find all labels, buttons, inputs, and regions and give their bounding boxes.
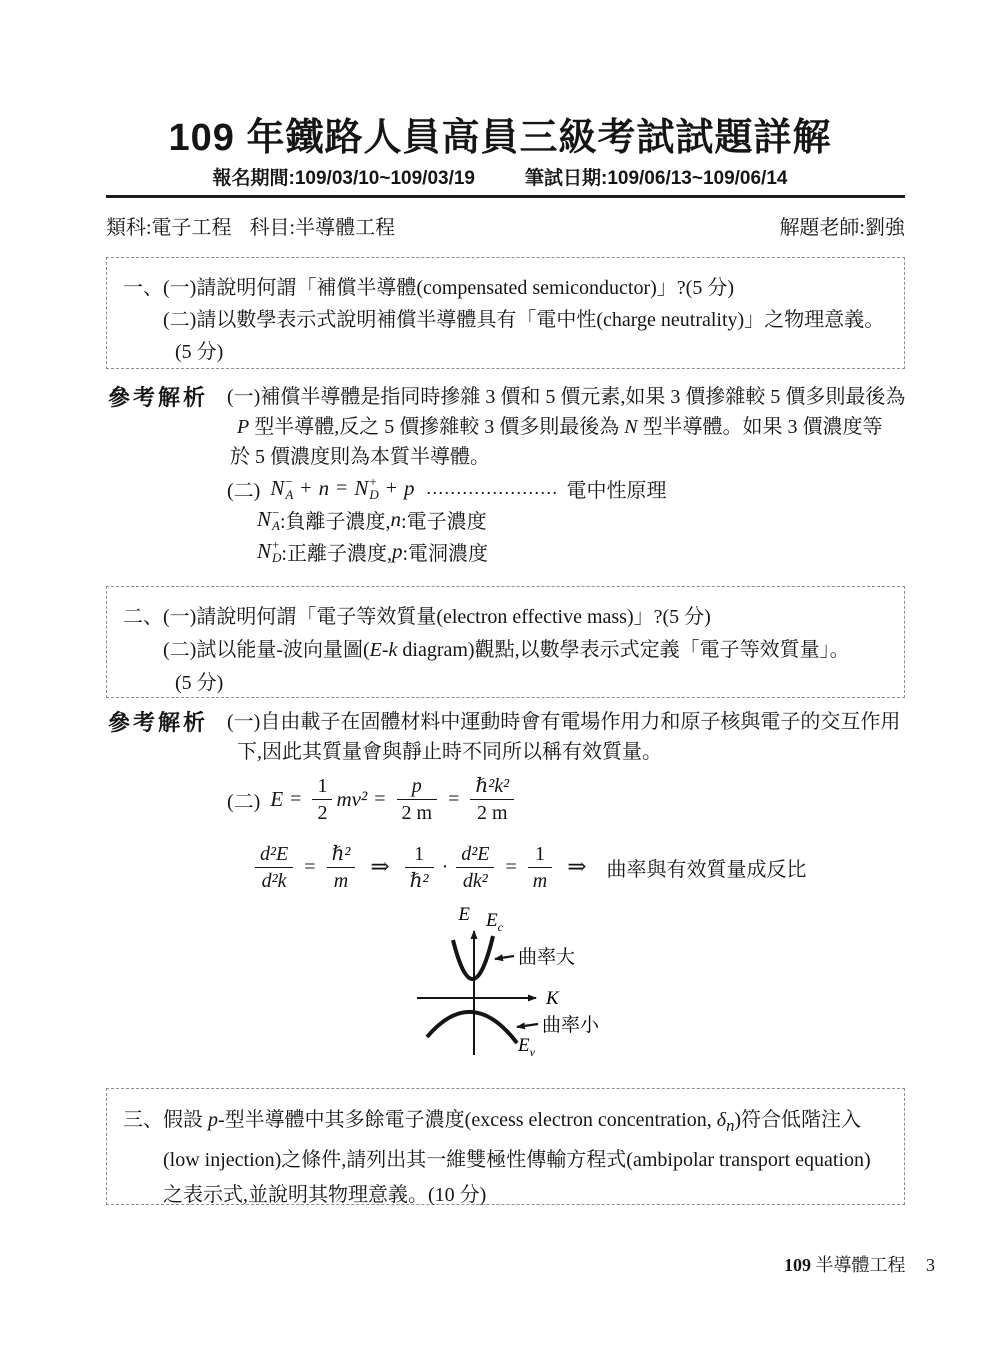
subscript-A: A: [272, 518, 280, 533]
denominator: m: [528, 867, 552, 892]
equals-operator: =: [336, 476, 348, 499]
page-footer: [784, 1251, 935, 1277]
conduction-band-symbol: E: [486, 910, 498, 931]
item-marker: (二): [227, 479, 261, 502]
var-N: N: [624, 416, 638, 438]
valence-band-curve: [427, 1012, 517, 1043]
analysis-1-text: [227, 382, 917, 472]
category-subject: [106, 211, 395, 240]
supsub-NA: [272, 506, 280, 532]
energy-axis-label: E: [458, 904, 470, 925]
supsub-ND: [369, 475, 378, 501]
question-2-line-2-text-b: diagram)觀點,以數學表示式定義「電子等效質量」。: [397, 639, 850, 661]
multiply-dot: ·: [441, 855, 449, 878]
numerator: p: [411, 774, 422, 797]
numerator: ℏ²: [331, 842, 351, 865]
question-1-line-2: (二)請以數學表示式說明補償半導體具有「電中性(charge neutrality)」之物理意義。: [163, 309, 885, 331]
valence-band-symbol: E: [518, 1035, 530, 1056]
question-3-line-2: (low injection)之條件,請列出其一維雙極性傳輸方程式(ambipolar transport equation): [163, 1149, 871, 1171]
fraction-half: [312, 775, 332, 824]
var-ND: N: [257, 538, 272, 563]
analysis-1-line-2-text-a: 型半導體,反之 5 價摻雜較 3 價多則最後為: [249, 416, 625, 438]
denominator: 2: [312, 799, 332, 824]
curvature-conclusion: 曲率與有效質量成反比: [606, 858, 807, 881]
question-2-line-2: [163, 634, 888, 667]
superscript-plus: +: [369, 474, 377, 489]
question-3-line-3: 之表示式,並說明其物理意義。(10 分): [163, 1184, 487, 1206]
exam-dates-row: [0, 163, 1000, 190]
var-ND: N: [354, 475, 369, 500]
equals-operator-2: =: [374, 787, 386, 810]
analysis-2-text: [227, 707, 917, 767]
large-curvature-arrow: [495, 956, 514, 959]
superscript-minus: −: [285, 474, 293, 489]
var-n: n: [318, 475, 330, 500]
plus-operator-2: +: [385, 476, 398, 499]
equals-operator: =: [304, 855, 316, 878]
supsub-ND: [272, 538, 281, 564]
small-curvature-arrow: [517, 1024, 538, 1027]
implies-arrow-2: ⇒: [567, 854, 587, 879]
var-p: p: [404, 475, 415, 500]
question-3-line-1-text-c: )符合低階注入: [734, 1109, 862, 1131]
analysis-1-line-3: 於 5 價濃度則為本質半導體。: [230, 446, 490, 468]
definition-NA-text: :負離子濃度,: [279, 510, 391, 533]
question-3-line-1: [123, 1103, 888, 1143]
definition-p-text: :電洞濃度: [402, 542, 489, 565]
ek-band-diagram: [400, 900, 610, 1062]
fraction-d2E-dk2: [456, 843, 494, 892]
valence-band-label: [517, 1035, 536, 1059]
question-2-line-3: (5 分): [175, 672, 224, 694]
category-label: 類科:電子工程: [106, 217, 232, 239]
analysis-2-line-2: 下,因此其質量會與靜止時不同所以稱有效質量。: [237, 741, 662, 763]
meta-row: [106, 211, 905, 240]
written-exam-date: 筆試日期:109/06/13~109/06/14: [525, 168, 788, 189]
question-3-line-1-text-a: 三、假設: [123, 1109, 208, 1131]
fraction-1-m: [528, 843, 552, 892]
var-E: E: [270, 786, 284, 811]
conduction-band-subscript: c: [497, 920, 503, 934]
numerator: 1: [317, 774, 328, 797]
question-2-line-1: 二、(一)請說明何謂「電子等效質量(electron effective mass)」?(5 分): [123, 606, 711, 628]
superscript-minus: −: [272, 505, 280, 520]
analysis-2-label: 參考解析: [108, 710, 209, 735]
var-P: P: [237, 416, 250, 438]
curvature-formula: [251, 836, 806, 898]
denominator: 2 m: [470, 799, 514, 824]
footer-subject: 半導體工程: [815, 1255, 906, 1275]
definition-ND-text: :正離子濃度,: [281, 542, 392, 565]
denominator: ℏ²: [405, 867, 434, 892]
numerator: ℏ²k²: [475, 774, 510, 797]
question-1-line-3: (5 分): [175, 341, 224, 363]
subscript-D: D: [369, 487, 379, 502]
k-axis-label: K: [546, 988, 559, 1009]
subscript-A: A: [285, 487, 294, 502]
analysis-1-line-2-text-b: 型半導體。如果 3 價濃度等: [637, 416, 883, 438]
equals-operator-3: =: [448, 787, 460, 810]
var-Ek: E-k: [369, 639, 398, 661]
page-title: 109 年鐵路人員高員三級考試試題詳解: [168, 117, 832, 159]
analysis-2-line-1: (一)自由載子在固體材料中運動時會有電場作用力和原子核與電子的交互作用: [227, 711, 901, 733]
var-n: n: [390, 506, 402, 531]
var-NA: N: [257, 506, 272, 531]
var-p: p: [391, 538, 403, 563]
question-1-line-1: 一、(一)請說明何謂「補償半導體(compensated semiconductor)」?(5 分): [123, 277, 734, 299]
equals-operator-2: =: [505, 855, 517, 878]
footer-page-number: 3: [926, 1255, 935, 1275]
small-curvature-label: 曲率小: [542, 1015, 600, 1036]
implies-arrow: ⇒: [370, 854, 390, 879]
definition-n-text: :電子濃度: [401, 510, 487, 533]
question-2-box: [106, 586, 905, 698]
definition-ND: [257, 534, 488, 568]
question-2-line-2-text-a: (二)試以能量-波向量圖(: [163, 639, 370, 661]
neutrality-caption: 電中性原理: [566, 479, 667, 502]
fraction-hk-2m: [470, 775, 514, 824]
fraction-h2-m: [327, 843, 356, 892]
denominator: 2 m: [397, 799, 438, 824]
footer-year: 109: [784, 1255, 811, 1275]
question-3-box: [106, 1088, 905, 1205]
plus-operator: +: [300, 476, 312, 499]
equals-operator: =: [290, 787, 302, 810]
subject-label: 科目:半導體工程: [249, 217, 396, 239]
analysis-1-line-1: (一)補償半導體是指同時摻雜 3 價和 5 價元素,如果 3 價摻雜較 5 價多則最後為: [227, 386, 906, 408]
fraction-d2E-d2k: [255, 843, 293, 892]
definition-NA: [257, 502, 487, 536]
var-mv2: mv²: [336, 786, 368, 811]
var-NA: N: [270, 475, 285, 500]
conduction-band-label: [485, 910, 504, 934]
subscript-D: D: [272, 550, 282, 565]
analysis-1-line-2: [237, 412, 917, 442]
solver-label: 解題老師:劉強: [779, 217, 905, 239]
item-marker: (二): [227, 790, 261, 813]
numerator: d²E: [260, 842, 289, 865]
question-1-box: [106, 257, 905, 369]
dot-leader: ......................: [426, 477, 559, 498]
var-delta: δ: [716, 1109, 727, 1131]
valence-band-subscript: v: [529, 1045, 535, 1059]
supsub-NA: [285, 475, 293, 501]
registration-period: 報名期間:109/03/10~109/03/19: [212, 168, 475, 189]
denominator: m: [327, 867, 356, 892]
header-divider: [106, 195, 905, 198]
large-curvature-label: 曲率大: [518, 947, 576, 968]
denominator: d²k: [255, 867, 293, 892]
numerator: 1: [414, 842, 425, 865]
fraction-1-h2: [405, 843, 434, 892]
question-3-line-1-text-b: -型半導體中其多餘電子濃度(excess electron concentration,: [218, 1109, 717, 1131]
subscript-n: n: [726, 1116, 735, 1135]
energy-formula: [227, 771, 518, 827]
analysis-1-label: 參考解析: [108, 385, 209, 410]
fraction-p-2m: [397, 775, 438, 824]
var-p-type: p: [208, 1109, 218, 1131]
numerator: 1: [534, 842, 545, 865]
numerator: d²E: [461, 842, 490, 865]
denominator: dk²: [456, 867, 494, 892]
superscript-plus: +: [272, 537, 280, 552]
